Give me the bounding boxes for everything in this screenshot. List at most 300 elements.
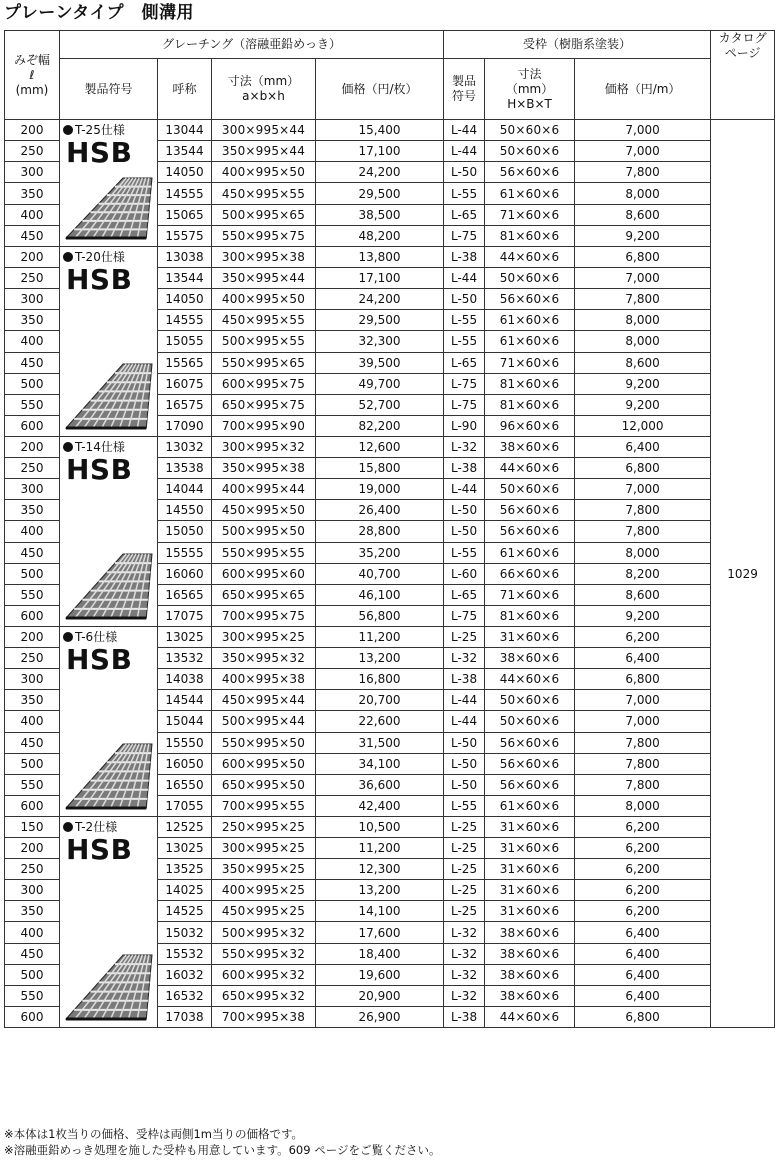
grating-price-cell: 11,200	[316, 838, 444, 859]
grating-price-cell: 13,800	[316, 247, 444, 268]
nominal-cell: 16550	[158, 774, 212, 795]
grating-price-cell: 26,900	[316, 1006, 444, 1027]
groove-width-cell: 500	[5, 964, 60, 985]
frame-code-cell: L-50	[444, 289, 485, 310]
nominal-cell: 13538	[158, 458, 212, 479]
frame-code-cell: L-38	[444, 458, 485, 479]
grating-dimension-cell: 450×995×50	[212, 500, 316, 521]
frame-dimension-cell: 50×60×6	[485, 141, 575, 162]
grating-dimension-cell: 500×995×44	[212, 711, 316, 732]
grating-price-cell: 10,500	[316, 817, 444, 838]
groove-width-cell: 350	[5, 183, 60, 204]
grating-dimension-cell: 600×995×60	[212, 563, 316, 584]
frame-dimension-cell: 44×60×6	[485, 669, 575, 690]
nominal-cell: 13544	[158, 268, 212, 289]
grating-dimension-cell: 550×995×55	[212, 542, 316, 563]
frame-code-cell: L-90	[444, 415, 485, 436]
groove-width-cell: 200	[5, 627, 60, 648]
frame-price-cell: 6,400	[575, 985, 711, 1006]
grating-price-cell: 26,400	[316, 500, 444, 521]
bullet-icon	[63, 442, 73, 452]
grating-price-cell: 28,800	[316, 521, 444, 542]
frame-code-cell: L-32	[444, 648, 485, 669]
nominal-cell: 14550	[158, 500, 212, 521]
grating-price-cell: 35,200	[316, 542, 444, 563]
brand-label: HSB	[66, 643, 133, 676]
groove-width-cell: 250	[5, 648, 60, 669]
grating-image	[62, 550, 154, 622]
grating-dimension-cell: 550×995×50	[212, 732, 316, 753]
frame-code-cell: L-25	[444, 901, 485, 922]
frame-dimension-cell: 61×60×6	[485, 795, 575, 816]
frame-dimension-cell: 61×60×6	[485, 310, 575, 331]
grating-dimension-cell: 500×995×32	[212, 922, 316, 943]
groove-width-cell: 550	[5, 584, 60, 605]
nominal-cell: 14044	[158, 479, 212, 500]
groove-width-cell: 200	[5, 247, 60, 268]
grating-price-cell: 29,500	[316, 310, 444, 331]
grating-price-cell: 20,900	[316, 985, 444, 1006]
frame-code-cell: L-75	[444, 605, 485, 626]
groove-width-cell: 300	[5, 289, 60, 310]
nominal-cell: 16565	[158, 584, 212, 605]
grating-dimension-cell: 550×995×65	[212, 352, 316, 373]
grating-price-cell: 19,000	[316, 479, 444, 500]
frame-price-cell: 7,800	[575, 753, 711, 774]
bullet-icon	[63, 632, 73, 642]
grating-dimension-cell: 450×995×55	[212, 183, 316, 204]
nominal-cell: 17075	[158, 605, 212, 626]
frame-price-cell: 8,000	[575, 331, 711, 352]
groove-width-cell: 450	[5, 225, 60, 246]
product-group-cell	[60, 627, 158, 817]
grating-image	[62, 951, 154, 1023]
frame-dimension-header: 寸法 （mm） H×B×T	[485, 59, 575, 120]
frame-dimension-cell: 31×60×6	[485, 880, 575, 901]
frame-code-cell: L-65	[444, 584, 485, 605]
grating-price-cell: 18,400	[316, 943, 444, 964]
grating-dimension-cell: 700×995×75	[212, 605, 316, 626]
grating-dimension-cell: 700×995×38	[212, 1006, 316, 1027]
frame-code-cell: L-25	[444, 838, 485, 859]
frame-code-cell: L-38	[444, 669, 485, 690]
nominal-header: 呼称	[158, 59, 212, 120]
bullet-icon	[63, 125, 73, 135]
frame-price-cell: 7,800	[575, 774, 711, 795]
frame-dimension-cell: 56×60×6	[485, 732, 575, 753]
grating-price-cell: 13,200	[316, 648, 444, 669]
groove-width-cell: 400	[5, 331, 60, 352]
groove-width-cell: 550	[5, 394, 60, 415]
groove-width-cell: 300	[5, 162, 60, 183]
grating-price-cell: 24,200	[316, 289, 444, 310]
frame-price-cell: 7,000	[575, 268, 711, 289]
frame-code-cell: L-25	[444, 880, 485, 901]
grating-dimension-cell: 400×995×50	[212, 289, 316, 310]
grating-dimension-cell: 300×995×25	[212, 838, 316, 859]
grating-price-cell: 82,200	[316, 415, 444, 436]
grating-dimension-cell: 550×995×75	[212, 225, 316, 246]
frame-price-cell: 6,400	[575, 943, 711, 964]
groove-width-cell: 350	[5, 500, 60, 521]
groove-width-cell: 250	[5, 458, 60, 479]
nominal-cell: 14038	[158, 669, 212, 690]
grating-dimension-cell: 300×995×44	[212, 120, 316, 141]
frame-code-cell: L-25	[444, 817, 485, 838]
frame-dimension-cell: 61×60×6	[485, 331, 575, 352]
frame-price-cell: 6,800	[575, 669, 711, 690]
groove-width-cell: 350	[5, 901, 60, 922]
frame-price-cell: 7,000	[575, 141, 711, 162]
groove-width-cell: 400	[5, 204, 60, 225]
groove-width-cell: 450	[5, 732, 60, 753]
frame-code-cell: L-50	[444, 500, 485, 521]
nominal-cell: 16032	[158, 964, 212, 985]
nominal-cell: 14050	[158, 289, 212, 310]
frame-code-cell: L-44	[444, 141, 485, 162]
note-galvanized-frame: ※溶融亜鉛めっき処理を施した受枠も用意しています。609 ページをご覧ください。	[4, 1143, 441, 1157]
grating-price-cell: 49,700	[316, 373, 444, 394]
catalog-page-cell: 1029	[711, 120, 775, 1028]
frame-code-cell: L-55	[444, 310, 485, 331]
frame-dimension-cell: 44×60×6	[485, 458, 575, 479]
nominal-cell: 13525	[158, 859, 212, 880]
grating-dimension-cell: 650×995×75	[212, 394, 316, 415]
grating-image	[62, 174, 154, 242]
nominal-cell: 16060	[158, 563, 212, 584]
frame-price-cell: 6,400	[575, 922, 711, 943]
frame-dimension-cell: 71×60×6	[485, 204, 575, 225]
frame-price-cell: 6,200	[575, 838, 711, 859]
frame-code-cell: L-32	[444, 943, 485, 964]
nominal-cell: 17090	[158, 415, 212, 436]
load-spec-label: T-25仕様	[63, 123, 125, 137]
groove-width-cell: 250	[5, 268, 60, 289]
frame-price-cell: 8,600	[575, 584, 711, 605]
frame-price-cell: 7,000	[575, 479, 711, 500]
grating-price-cell: 31,500	[316, 732, 444, 753]
brand-label: HSB	[66, 453, 133, 486]
frame-code-cell: L-55	[444, 183, 485, 204]
grating-price-cell: 38,500	[316, 204, 444, 225]
grating-price-cell: 22,600	[316, 711, 444, 732]
nominal-cell: 15050	[158, 521, 212, 542]
brand-label: HSB	[66, 263, 133, 296]
grating-price-cell: 40,700	[316, 563, 444, 584]
grating-price-cell: 17,100	[316, 141, 444, 162]
frame-dimension-cell: 38×60×6	[485, 943, 575, 964]
grating-price-cell: 12,600	[316, 437, 444, 458]
frame-code-cell: L-32	[444, 985, 485, 1006]
frame-dimension-cell: 56×60×6	[485, 289, 575, 310]
grating-price-cell: 12,300	[316, 859, 444, 880]
load-spec-label: T-14仕様	[63, 440, 125, 454]
grating-price-cell: 15,800	[316, 458, 444, 479]
groove-width-cell: 500	[5, 373, 60, 394]
nominal-cell: 17038	[158, 1006, 212, 1027]
frame-price-cell: 6,800	[575, 247, 711, 268]
frame-dimension-cell: 81×60×6	[485, 225, 575, 246]
grating-dimension-cell: 350×995×25	[212, 859, 316, 880]
frame-price-cell: 6,400	[575, 437, 711, 458]
frame-dimension-cell: 31×60×6	[485, 817, 575, 838]
frame-price-cell: 9,200	[575, 605, 711, 626]
frame-code-cell: L-50	[444, 774, 485, 795]
groove-width-cell: 600	[5, 415, 60, 436]
bullet-icon	[63, 252, 73, 262]
product-group-cell	[60, 120, 158, 247]
nominal-cell: 15555	[158, 542, 212, 563]
frame-dimension-cell: 31×60×6	[485, 901, 575, 922]
grating-dimension-cell: 600×995×32	[212, 964, 316, 985]
grating-dimension-cell: 450×995×55	[212, 310, 316, 331]
groove-width-header: みぞ幅 ℓ (mm)	[5, 31, 60, 120]
nominal-cell: 15565	[158, 352, 212, 373]
groove-width-cell: 300	[5, 479, 60, 500]
frame-code-cell: L-38	[444, 247, 485, 268]
frame-dimension-cell: 38×60×6	[485, 985, 575, 1006]
grating-image	[62, 740, 154, 812]
frame-code-cell: L-55	[444, 795, 485, 816]
groove-width-cell: 600	[5, 605, 60, 626]
frame-dimension-cell: 50×60×6	[485, 268, 575, 289]
frame-code-cell: L-75	[444, 373, 485, 394]
groove-width-cell: 500	[5, 753, 60, 774]
frame-code-cell: L-75	[444, 394, 485, 415]
grating-dimension-header: 寸法（mm） a×b×h	[212, 59, 316, 120]
nominal-cell: 13032	[158, 437, 212, 458]
nominal-cell: 15532	[158, 943, 212, 964]
frame-price-cell: 6,400	[575, 964, 711, 985]
frame-dimension-cell: 50×60×6	[485, 711, 575, 732]
product-code-header: 製品符号	[60, 59, 158, 120]
grating-price-cell: 20,700	[316, 690, 444, 711]
frame-code-cell: L-38	[444, 1006, 485, 1027]
grating-group-header: グレーチング（溶融亜鉛めっき）	[60, 31, 444, 59]
groove-width-cell: 500	[5, 563, 60, 584]
nominal-cell: 13044	[158, 120, 212, 141]
nominal-cell: 16075	[158, 373, 212, 394]
frame-price-cell: 6,400	[575, 648, 711, 669]
frame-price-cell: 7,800	[575, 521, 711, 542]
grating-dimension-cell: 400×995×38	[212, 669, 316, 690]
frame-price-cell: 7,800	[575, 732, 711, 753]
frame-dimension-cell: 38×60×6	[485, 964, 575, 985]
grating-dimension-cell: 700×995×55	[212, 795, 316, 816]
frame-dimension-cell: 81×60×6	[485, 373, 575, 394]
grating-price-header: 価格（円/枚）	[316, 59, 444, 120]
product-group-cell	[60, 437, 158, 627]
frame-dimension-cell: 44×60×6	[485, 1006, 575, 1027]
frame-price-cell: 8,600	[575, 352, 711, 373]
grating-dimension-cell: 350×995×44	[212, 141, 316, 162]
groove-width-cell: 450	[5, 542, 60, 563]
price-table	[4, 30, 775, 1028]
grating-price-cell: 17,600	[316, 922, 444, 943]
frame-price-cell: 9,200	[575, 225, 711, 246]
frame-price-cell: 8,200	[575, 563, 711, 584]
frame-price-cell: 7,000	[575, 120, 711, 141]
nominal-cell: 13544	[158, 141, 212, 162]
frame-code-cell: L-65	[444, 352, 485, 373]
frame-price-cell: 6,800	[575, 1006, 711, 1027]
nominal-cell: 13532	[158, 648, 212, 669]
grating-price-cell: 46,100	[316, 584, 444, 605]
frame-price-header: 価格（円/m）	[575, 59, 711, 120]
groove-width-cell: 250	[5, 141, 60, 162]
frame-price-cell: 8,600	[575, 204, 711, 225]
frame-dimension-cell: 66×60×6	[485, 563, 575, 584]
grating-dimension-cell: 600×995×50	[212, 753, 316, 774]
frame-dimension-cell: 56×60×6	[485, 753, 575, 774]
frame-price-cell: 8,000	[575, 542, 711, 563]
grating-dimension-cell: 550×995×32	[212, 943, 316, 964]
nominal-cell: 14555	[158, 310, 212, 331]
frame-dimension-cell: 50×60×6	[485, 120, 575, 141]
frame-code-cell: L-25	[444, 859, 485, 880]
frame-dimension-cell: 56×60×6	[485, 500, 575, 521]
frame-dimension-cell: 38×60×6	[485, 922, 575, 943]
frame-dimension-cell: 61×60×6	[485, 542, 575, 563]
groove-width-cell: 250	[5, 859, 60, 880]
nominal-cell: 15575	[158, 225, 212, 246]
grating-dimension-cell: 650×995×65	[212, 584, 316, 605]
load-spec-label: T-2仕様	[63, 820, 117, 834]
frame-code-cell: L-25	[444, 627, 485, 648]
frame-code-cell: L-32	[444, 922, 485, 943]
nominal-cell: 14025	[158, 880, 212, 901]
frame-code-cell: L-32	[444, 964, 485, 985]
grating-price-cell: 39,500	[316, 352, 444, 373]
grating-price-cell: 34,100	[316, 753, 444, 774]
grating-price-cell: 36,600	[316, 774, 444, 795]
grating-price-cell: 11,200	[316, 627, 444, 648]
grating-dimension-cell: 400×995×44	[212, 479, 316, 500]
grating-price-cell: 56,800	[316, 605, 444, 626]
groove-width-cell: 200	[5, 838, 60, 859]
load-spec-label: T-6仕様	[63, 630, 117, 644]
groove-width-cell: 600	[5, 795, 60, 816]
grating-price-cell: 32,300	[316, 331, 444, 352]
frame-price-cell: 8,000	[575, 310, 711, 331]
grating-dimension-cell: 350×995×38	[212, 458, 316, 479]
frame-code-cell: L-44	[444, 690, 485, 711]
note-price-basis: ※本体は1枚当りの価格、受枠は両側1m当りの価格です。	[4, 1127, 304, 1141]
grating-price-cell: 17,100	[316, 268, 444, 289]
nominal-cell: 14555	[158, 183, 212, 204]
groove-width-cell: 400	[5, 922, 60, 943]
nominal-cell: 16532	[158, 985, 212, 1006]
grating-price-cell: 24,200	[316, 162, 444, 183]
frame-dimension-cell: 71×60×6	[485, 352, 575, 373]
page-title: プレーンタイプ 側溝用	[4, 3, 194, 23]
groove-width-cell: 350	[5, 310, 60, 331]
frame-dimension-cell: 38×60×6	[485, 648, 575, 669]
grating-price-cell: 19,600	[316, 964, 444, 985]
grating-dimension-cell: 500×995×55	[212, 331, 316, 352]
table-row	[5, 817, 775, 838]
frame-dimension-cell: 96×60×6	[485, 415, 575, 436]
frame-code-cell: L-44	[444, 120, 485, 141]
frame-dimension-cell: 50×60×6	[485, 690, 575, 711]
frame-code-header: 製品 符号	[444, 59, 485, 120]
frame-code-cell: L-75	[444, 225, 485, 246]
frame-code-cell: L-44	[444, 711, 485, 732]
nominal-cell: 14544	[158, 690, 212, 711]
groove-width-cell: 550	[5, 774, 60, 795]
frame-price-cell: 6,200	[575, 859, 711, 880]
nominal-cell: 13038	[158, 247, 212, 268]
grating-dimension-cell: 450×995×44	[212, 690, 316, 711]
grating-image	[62, 360, 154, 432]
frame-dimension-cell: 71×60×6	[485, 584, 575, 605]
grating-dimension-cell: 350×995×32	[212, 648, 316, 669]
nominal-cell: 17055	[158, 795, 212, 816]
grating-price-cell: 48,200	[316, 225, 444, 246]
nominal-cell: 15044	[158, 711, 212, 732]
nominal-cell: 14050	[158, 162, 212, 183]
frame-price-cell: 6,200	[575, 627, 711, 648]
groove-width-cell: 200	[5, 120, 60, 141]
grating-dimension-cell: 450×995×25	[212, 901, 316, 922]
groove-width-cell: 400	[5, 521, 60, 542]
frame-dimension-cell: 81×60×6	[485, 394, 575, 415]
groove-width-cell: 450	[5, 943, 60, 964]
frame-code-cell: L-50	[444, 753, 485, 774]
frame-dimension-cell: 81×60×6	[485, 605, 575, 626]
table-row	[5, 437, 775, 458]
frame-dimension-cell: 50×60×6	[485, 479, 575, 500]
nominal-cell: 16575	[158, 394, 212, 415]
frame-price-cell: 8,000	[575, 795, 711, 816]
grating-price-cell: 42,400	[316, 795, 444, 816]
nominal-cell: 15550	[158, 732, 212, 753]
grating-dimension-cell: 300×995×25	[212, 627, 316, 648]
nominal-cell: 14525	[158, 901, 212, 922]
frame-price-cell: 9,200	[575, 373, 711, 394]
grating-dimension-cell: 600×995×75	[212, 373, 316, 394]
frame-price-cell: 6,200	[575, 880, 711, 901]
frame-price-cell: 12,000	[575, 415, 711, 436]
frame-price-cell: 7,000	[575, 711, 711, 732]
catalog-page-header: カタログ ページ	[711, 31, 775, 120]
frame-group-header: 受枠（樹脂系塗装）	[444, 31, 711, 59]
groove-width-cell: 350	[5, 690, 60, 711]
nominal-cell: 12525	[158, 817, 212, 838]
frame-dimension-cell: 38×60×6	[485, 437, 575, 458]
frame-price-cell: 7,000	[575, 690, 711, 711]
frame-price-cell: 6,200	[575, 901, 711, 922]
load-spec-label: T-20仕様	[63, 250, 125, 264]
grating-dimension-cell: 300×995×32	[212, 437, 316, 458]
nominal-cell: 15065	[158, 204, 212, 225]
grating-dimension-cell: 300×995×38	[212, 247, 316, 268]
grating-dimension-cell: 500×995×50	[212, 521, 316, 542]
brand-label: HSB	[66, 833, 133, 866]
grating-dimension-cell: 400×995×25	[212, 880, 316, 901]
grating-price-cell: 29,500	[316, 183, 444, 204]
grating-dimension-cell: 350×995×44	[212, 268, 316, 289]
groove-width-cell: 600	[5, 1006, 60, 1027]
nominal-cell: 13025	[158, 627, 212, 648]
grating-price-cell: 16,800	[316, 669, 444, 690]
nominal-cell: 16050	[158, 753, 212, 774]
grating-price-cell: 52,700	[316, 394, 444, 415]
bullet-icon	[63, 822, 73, 832]
frame-price-cell: 6,200	[575, 817, 711, 838]
frame-dimension-cell: 56×60×6	[485, 521, 575, 542]
grating-price-cell: 14,100	[316, 901, 444, 922]
